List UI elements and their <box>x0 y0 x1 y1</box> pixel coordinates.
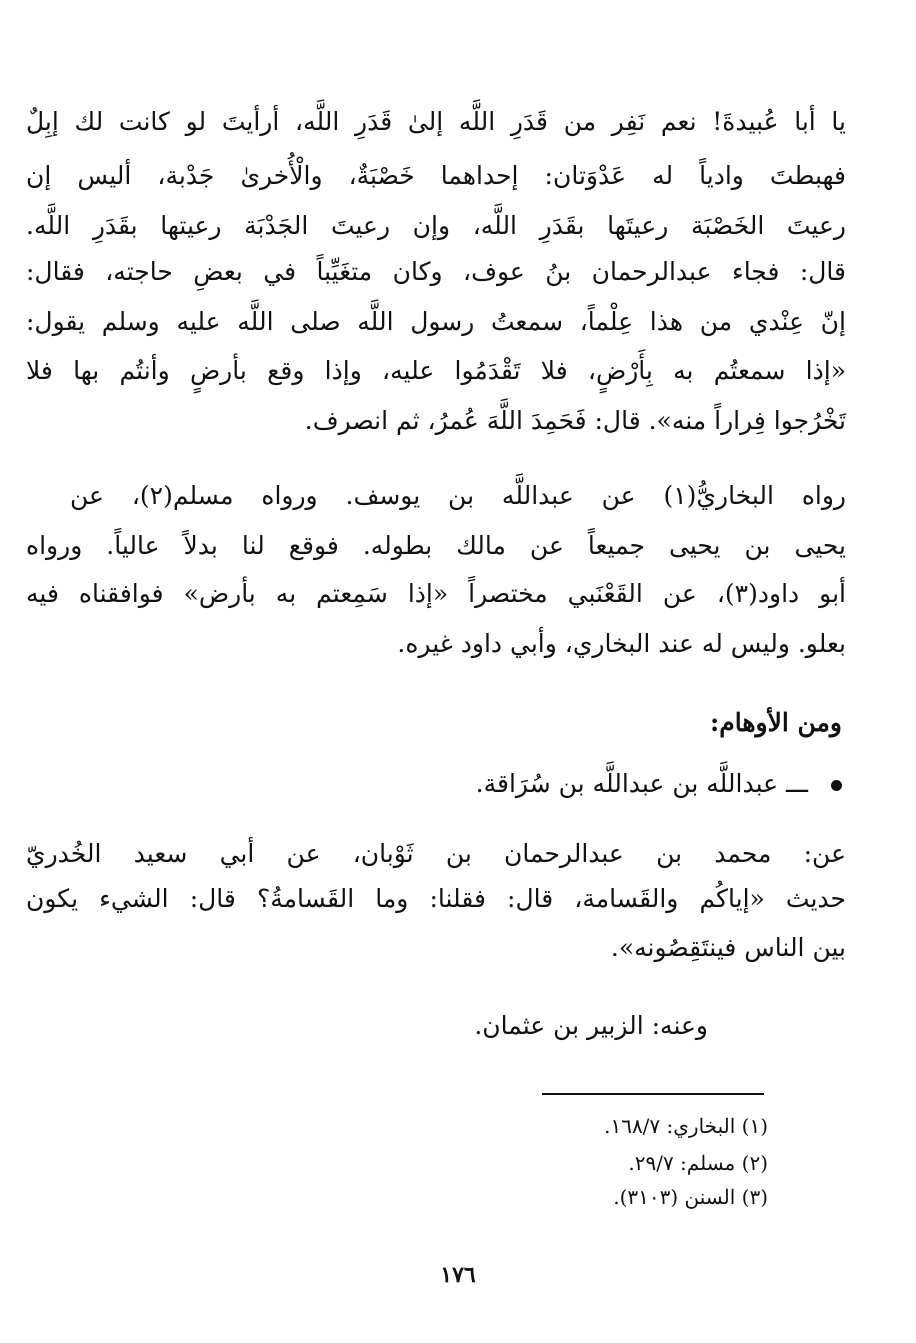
text-line: أبو داود(٣)، عن القَعْنَبي مختصراً «إذا سَمِعتم به بأرض» فوافقناه فيه <box>26 579 846 608</box>
bullet-icon <box>831 780 842 791</box>
text-line: يا أبا عُبيدةَ! نعم نَفِر من قَدَرِ اللَّه إلىٰ قَدَرِ اللَّه، أرأيتَ لو كانت لك إبِلٌ <box>26 107 846 136</box>
text-line: عن: محمد بن عبدالرحمان بن ثَوْبان، عن أبي سعيد الخُدريّ <box>26 839 846 868</box>
text-line: حديث «إياكُم والقَسامة، قال: فقلنا: وما القَسامةُ؟ قال: الشيء يكون <box>26 884 847 913</box>
text-line: بين الناس فينتَقِصُونه». <box>610 933 846 962</box>
text-line: فهبطتَ وادياً له عَدْوَتان: إحداهما خَصْبَةٌ، والْأُخرىٰ جَدْبة، أليس إن <box>26 161 846 190</box>
text-line: تَخْرُجوا فِراراً منه». قال: فَحَمِدَ اللَّهَ عُمرُ، ثم انصرف. <box>304 406 846 435</box>
section-heading: ومن الأوهام: <box>710 708 842 737</box>
bullet-item: ـــ عبداللَّه بن عبداللَّه بن سُرَاقة. <box>475 769 808 798</box>
page-number: ١٧٦ <box>440 1262 476 1288</box>
text-line: إنّ عِنْدي من هذا عِلْماً، سمعتُ رسول اللَّه صلى اللَّه عليه وسلم يقول: <box>26 307 846 336</box>
text-line: بعلو. وليس له عند البخاري، وأبي داود غيره. <box>397 629 846 658</box>
text-line: رعيتَ الخَصْبَة رعيتَها بقَدَرِ اللَّه، وإن رعيتَ الجَدْبَة رعيتها بقَدَرِ اللَّه. <box>26 211 846 240</box>
footnote-item: (٢) مسلم: ٢٩/٧. <box>628 1151 768 1175</box>
text-line: قال: فجاء عبدالرحمان بنُ عوف، وكان متغَيِّباً في بعضِ حاجته، فقال: <box>26 257 846 286</box>
text-line: رواه البخاريُّ(١) عن عبداللَّه بن يوسف. ورواه مسلم(٢)، عن <box>70 481 847 510</box>
footnote-item: (١) البخاري: ١٦٨/٧. <box>604 1114 768 1138</box>
text-line: «إذا سمعتُم به بِأَرْضٍ، فلا تَقْدَمُوا عليه، وإذا وقع بأرضٍ وأنتُم بها فلا <box>26 356 846 385</box>
footnote-item: (٣) السنن (٣١٠٣). <box>613 1185 768 1209</box>
narrator-line: وعنه: الزبير بن عثمان. <box>474 1011 708 1040</box>
text-line: يحيى بن يحيى جميعاً عن مالك بطوله. فوقع لنا بدلاً عالياً. ورواه <box>26 531 846 560</box>
footnote-divider <box>542 1093 764 1095</box>
